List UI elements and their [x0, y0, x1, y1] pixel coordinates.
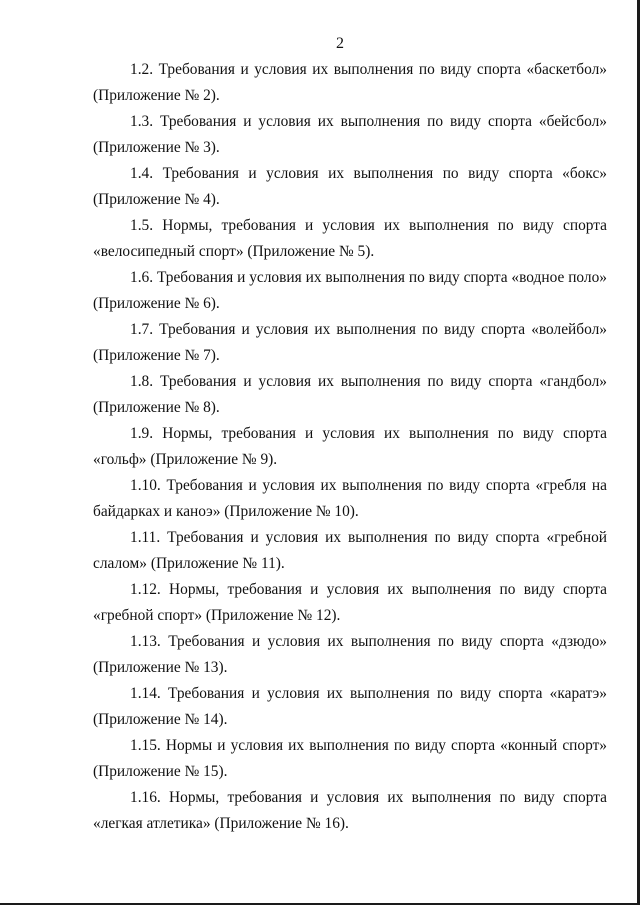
item-list — [93, 57, 607, 837]
list-item: 1.2. Требования и условия их выполнения по виду спорта «баскетбол» (Приложение № 2). — [93, 61, 607, 104]
list-item: 1.9. Нормы, требования и условия их выполнения по виду спорта «гольф» (Приложение № 9). — [93, 425, 607, 468]
list-item: 1.6. Требования и условия их выполнения по виду спорта «водное поло» (Приложение № 6). — [93, 269, 607, 312]
list-item: 1.8. Требования и условия их выполнения по виду спорта «гандбол» (Приложение № 8). — [93, 373, 607, 416]
list-item: 1.15. Нормы и условия их выполнения по виду спорта «конный спорт» (Приложение № 15). — [93, 737, 607, 780]
list-item: 1.12. Нормы, требования и условия их выполнения по виду спорта «гребной спорт» (Приложение № 12). — [93, 581, 607, 624]
list-item: 1.10. Требования и условия их выполнения по виду спорта «гребля на байдарках и каноэ» (Приложение № 10). — [93, 477, 607, 520]
list-item: 1.14. Требования и условия их выполнения по виду спорта «каратэ» (Приложение № 14). — [93, 685, 607, 728]
list-item: 1.13. Требования и условия их выполнения по виду спорта «дзюдо» (Приложение № 13). — [93, 633, 607, 676]
list-item: 1.11. Требования и условия их выполнения по виду спорта «гребной слалом» (Приложение № 11). — [93, 529, 607, 572]
list-item: 1.4. Требования и условия их выполнения по виду спорта «бокс» (Приложение № 4). — [93, 165, 607, 208]
page-number: 2 — [336, 35, 344, 52]
list-item: 1.7. Требования и условия их выполнения по виду спорта «волейбол» (Приложение № 7). — [93, 321, 607, 364]
list-item: 1.5. Нормы, требования и условия их выполнения по виду спорта «велосипедный спорт» (Приложение № 5). — [93, 217, 607, 260]
list-item: 1.3. Требования и условия их выполнения по виду спорта «бейсбол» (Приложение № 3). — [93, 113, 607, 156]
list-item: 1.16. Нормы, требования и условия их выполнения по виду спорта «легкая атлетика» (Приложение № 16). — [93, 789, 607, 832]
